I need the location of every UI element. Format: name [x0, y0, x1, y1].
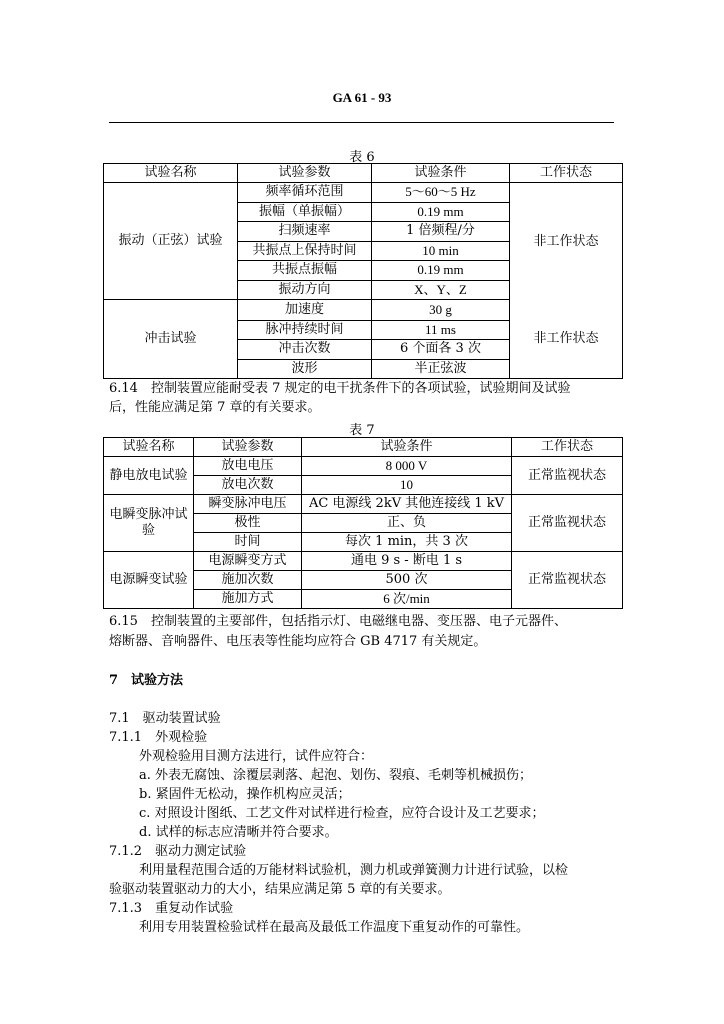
- table-cell-condition: 6 次/min: [302, 590, 512, 609]
- table-cell-condition: 10 min: [372, 241, 510, 261]
- table-cell-param: 冲击次数: [238, 340, 372, 360]
- para-6-14-line2: 后，性能应满足第 7 章的有关要求。: [109, 400, 321, 415]
- table-cell-condition: 每次 1 min，共 3 次: [302, 533, 512, 552]
- table-cell-test-name: 电瞬变脉冲试验: [104, 495, 194, 552]
- list-item-c: c. 对照设计图纸、工艺文件对试样进行检查，应符合设计及工艺要求；: [139, 806, 545, 821]
- table-cell-param: 振动方向: [238, 280, 372, 300]
- table-cell-param: 脉冲持续时间: [238, 320, 372, 340]
- para-7-1-2-line2: 验驱动装置驱动力的大小，结果应满足第 5 章的有关要求。: [109, 882, 451, 897]
- para-6-15-line1: 6.15 控制装置的主要部件，包括指示灯、电磁继电器、变压器、电子元器件、: [109, 614, 567, 629]
- table-cell-param: 施加次数: [194, 571, 302, 590]
- para-6-15-line2: 熔断器、音响器件、电压表等性能均应符合 GB 4717 有关规定。: [109, 634, 487, 649]
- table-cell-condition: 5～60～5 Hz: [372, 183, 510, 203]
- table-cell-condition: 11 ms: [372, 320, 510, 340]
- table7-header-state: 工作状态: [512, 438, 623, 457]
- table7-header-condition: 试验条件: [302, 438, 512, 457]
- table-cell-param: 波形: [238, 359, 372, 379]
- table-cell-param: 共振点上保持时间: [238, 241, 372, 261]
- heading-7-1-3: 7.1.3 重复动作试验: [109, 901, 234, 916]
- table7-caption: 表 7: [349, 423, 375, 438]
- table-cell-state: 正常监视状态: [512, 495, 623, 552]
- table-cell-condition: X、Y、Z: [372, 280, 510, 300]
- table-cell-param: 电源瞬变方式: [194, 552, 302, 571]
- heading-7-1: 7.1 驱动装置试验: [109, 711, 221, 726]
- table6: [103, 163, 623, 379]
- table6-header-state: 工作状态: [510, 164, 623, 183]
- table-cell-condition: 8 000 V: [302, 457, 512, 476]
- table-cell-param: 加速度: [238, 300, 372, 321]
- table-cell-param: 施加方式: [194, 590, 302, 609]
- table7: [103, 437, 623, 609]
- table-cell-test-name: 静电放电试验: [104, 457, 194, 495]
- para-7-1-1-intro: 外观检验用目测方法进行，试件应符合：: [139, 749, 374, 764]
- table-cell-test-name: 冲击试验: [104, 300, 238, 379]
- table-cell-param: 放电电压: [194, 457, 302, 476]
- table6-caption: 表 6: [349, 150, 375, 165]
- heading-7-1-1: 7.1.1 外观检验: [109, 730, 208, 745]
- table-cell-state: 正常监视状态: [512, 552, 623, 609]
- list-item-a: a. 外表无腐蚀、涂覆层剥落、起泡、划伤、裂痕、毛刺等机械损伤；: [139, 768, 533, 783]
- table-cell-test-name: 电源瞬变试验: [104, 552, 194, 609]
- table-cell-condition: 1 倍频程/分: [372, 222, 510, 242]
- table-cell-state: [510, 183, 623, 379]
- table-cell-condition: 半正弦波: [372, 359, 510, 379]
- table-cell-condition: 正、负: [302, 514, 512, 533]
- para-6-14-line1: 6.14 控制装置应能耐受表 7 规定的电干扰条件下的各项试验，试验期间及试验: [109, 381, 571, 396]
- para-7-1-2-line1: 利用量程范围合适的万能材料试验机，测力机或弹簧测力计进行试验，以检: [139, 863, 569, 878]
- table-cell-condition: 500 次: [302, 571, 512, 590]
- table6-header-name: 试验名称: [104, 164, 238, 183]
- table-cell-condition: 通电 9 s - 断电 1 s: [302, 552, 512, 571]
- state-vibration: 非工作状态: [533, 233, 599, 249]
- para-7-1-3-line1: 利用专用装置检验试样在最高及最低工作温度下重复动作的可靠性。: [139, 920, 530, 935]
- table-cell-param: 共振点振幅: [238, 261, 372, 281]
- header-rule: [109, 122, 614, 123]
- table7-header-param: 试验参数: [194, 438, 302, 457]
- table-cell-test-name: 振动（正弦）试验: [104, 183, 238, 300]
- state-shock: 非工作状态: [533, 331, 599, 346]
- table-cell-param: 瞬变脉冲电压: [194, 495, 302, 514]
- list-item-d: d. 试样的标志应清晰并符合要求。: [139, 825, 338, 840]
- table-cell-param: 振幅（单振幅）: [238, 202, 372, 222]
- list-item-b: b. 紧固件无松动，操作机构应灵活；: [139, 787, 351, 802]
- section-7-title: 7 试验方法: [109, 673, 184, 688]
- table-cell-param: 极性: [194, 514, 302, 533]
- table6-header-param: 试验参数: [238, 164, 372, 183]
- table7-header-name: 试验名称: [104, 438, 194, 457]
- table-cell-condition: 30 g: [372, 300, 510, 321]
- table-cell-condition: AC 电源线 2kV 其他连接线 1 kV: [302, 495, 512, 514]
- table-cell-condition: 6 个面各 3 次: [372, 340, 510, 360]
- table-cell-param: 扫频速率: [238, 222, 372, 242]
- heading-7-1-2: 7.1.2 驱动力测定试验: [109, 844, 247, 859]
- table6-header-condition: 试验条件: [372, 164, 510, 183]
- table-cell-condition: 0.19 mm: [372, 202, 510, 222]
- table-cell-condition: 0.19 mm: [372, 261, 510, 281]
- page-header: GA 61 - 93: [332, 90, 392, 105]
- table-cell-param: 频率循环范围: [238, 183, 372, 203]
- table-cell-param: 放电次数: [194, 476, 302, 495]
- table-cell-state: 正常监视状态: [512, 457, 623, 495]
- table-cell-condition: 10: [302, 476, 512, 495]
- table-cell-param: 时间: [194, 533, 302, 552]
